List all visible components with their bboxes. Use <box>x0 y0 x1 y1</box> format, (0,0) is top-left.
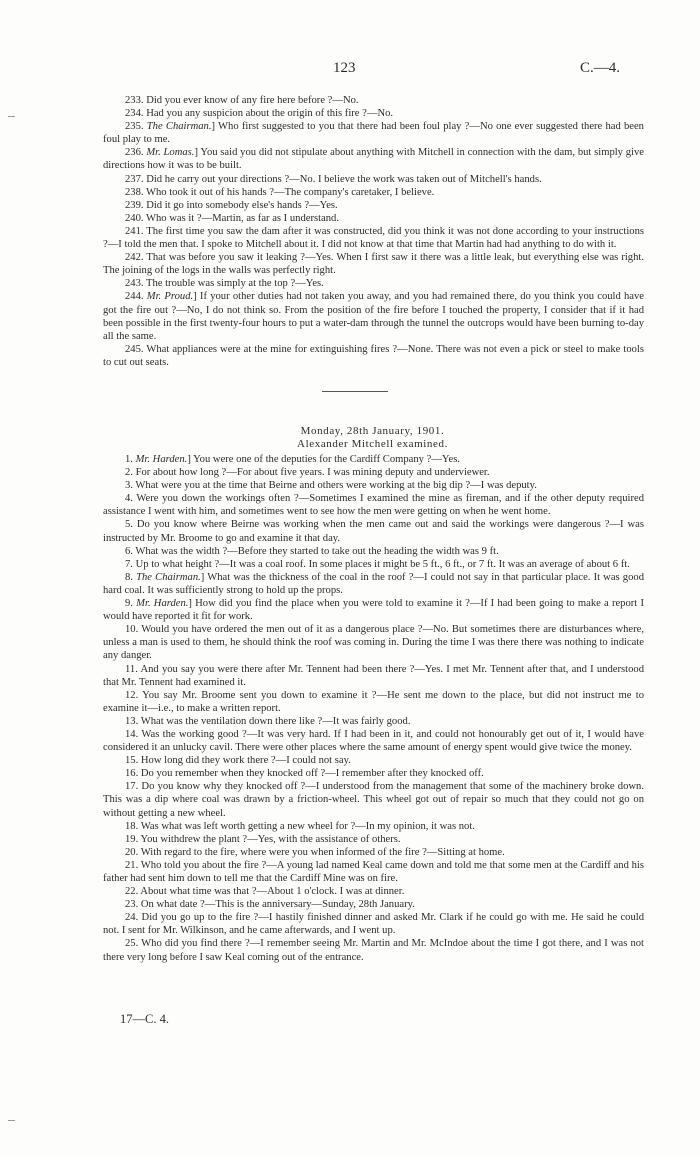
question-text: ] Who first suggested to you that there had been foul play ?—No one ever suggested there had been foul play to me. <box>103 121 644 146</box>
question-lead: 244. <box>125 291 144 303</box>
question-paragraph <box>103 623 644 662</box>
question-paragraph <box>103 251 644 277</box>
question-text: ] You were one of the deputies for the Cardiff Company ?—Yes. <box>187 454 460 465</box>
question-paragraph <box>103 343 644 369</box>
question-paragraph <box>103 911 644 937</box>
session-date: Monday, 28th January, 1901. <box>300 425 445 437</box>
question-text: ] How did you find the place when you were told to examine it ?—If I had been going to make a report I would have reported it fit for work. <box>103 598 644 623</box>
question-lead: 4. Were you down the workings often ?—Sometimes I examined the mine as fireman, and if the other deputy required assistance I went with him, and sometimes went to see how the men were getting on when he went home. <box>103 493 644 518</box>
question-lead: 245. What appliances were at the mine for extinguishing fires ?—None. There was not even a pick or steel to make tools to cut out seats. <box>103 343 644 368</box>
question-lead: 18. Was what was left worth getting a new wheel for ?—In my opinion, it was not. <box>125 820 475 832</box>
question-lead: 243. The trouble was simply at the top ?—Yes. <box>125 278 324 290</box>
speaker-name: Mr. Harden. <box>135 454 188 465</box>
question-lead: 19. You withdrew the plant ?—Yes, with the assistance of others. <box>125 833 401 845</box>
question-lead: 17. Do you know why they knocked off ?—I understood from the management that some of the machinery broke down. This was a dip where coal was drawn by a friction-wheel. This wheel got out of repair so much that they could not go on without getting a new wheel. <box>103 781 644 819</box>
question-lead: 7. Up to what height ?—It was a coal roof. In some places it might be 5 ft., 6 ft., or 7 ft. It was an average of about 6 ft. <box>125 558 630 570</box>
question-paragraph <box>103 833 644 846</box>
question-paragraph <box>103 846 644 859</box>
question-paragraph <box>103 663 644 689</box>
question-text: ] You said you did not stipulate about anything with Mitchell in connection with the dam, but simply give directions how it was to be built. <box>103 147 644 172</box>
question-lead: 25. Who did you find there ?—I remember seeing Mr. Martin and Mr. McIndoe about the time I got there, and I was not there very long before I saw Keal coming out of the entrance. <box>103 938 644 963</box>
section-divider <box>322 391 388 392</box>
question-text: ] If your other duties had not taken you away, and you had remained there, do you think you could have got the fire out ?—No, I do not think so. From the position of the fire before I touched the property, I consider that if it had been possible in the first twenty-four hours to put a water-dam through the tunnel the outcrops would have been burning to-day all the same. <box>103 291 645 342</box>
question-lead: 10. Would you have ordered the men out of it as a dangerous place ?—No. But sometimes there are disturbances where, unless a man is used to them, he should think the roof was coming in. During the time I was there there was nothing to indicate any danger. <box>103 624 644 662</box>
question-paragraph <box>103 518 644 544</box>
witness-heading: Alexander Mitchell examined. <box>297 438 448 450</box>
question-lead: 240. Who was it ?—Martin, as far as I understand. <box>125 212 339 224</box>
question-paragraph <box>103 479 644 492</box>
question-lead: 22. About what time was that ?—About 1 o'clock. I was at dinner. <box>125 886 405 898</box>
question-lead: 8. <box>125 571 133 583</box>
question-paragraph <box>103 898 644 911</box>
question-paragraph <box>103 728 644 754</box>
question-lead: 21. Who told you about the fire ?—A young lad named Keal came down and told me that some men at the Cardiff and his father had sent him down to tell me that the Cardiff Mine was on fire. <box>103 859 644 884</box>
question-lead: 13. What was the ventilation down there like ?—It was fairly good. <box>125 715 411 727</box>
question-paragraph <box>103 94 644 107</box>
question-text: ] What was the thickness of the coal in the roof ?—I could not say in that particular place. It was good hard coal. It was sufficiently strong to hold up the props. <box>103 571 644 596</box>
question-lead: 24. Did you go up to the fire ?—I hastily finished dinner and asked Mr. Clark if he could go with me. He said he could not. I sent for Mr. Wilkinson, and he came afterwards, and I went up. <box>103 912 644 937</box>
question-lead: 11. And you say you were there after Mr. Tennent had been there ?—Yes. I met Mr. Tennent after that, and I understood that Mr. Tennent had examined it. <box>103 663 644 688</box>
question-paragraph <box>103 199 644 212</box>
question-lead: 233. Did you ever know of any fire here before ?—No. <box>125 95 359 106</box>
margin-mark <box>8 1120 15 1121</box>
margin-mark <box>8 116 15 117</box>
question-lead: 241. The first time you saw the dam after it was constructed, did you think it was not done according to your instructions ?—I told the men that. I spoke to Mitchell about it. I did not know at that time that Martin had had anything to do with it. <box>103 225 644 251</box>
question-lead: 237. Did he carry out your directions ?—No. I believe the work was taken out of Mitchell's hands. <box>125 173 542 185</box>
question-paragraph <box>103 173 644 186</box>
question-lead: 1. <box>125 454 133 465</box>
page-header <box>0 60 700 78</box>
question-lead: 6. What was the width ?—Before they started to take out the heading the width was 9 ft. <box>125 545 499 557</box>
question-paragraph <box>103 107 644 120</box>
question-lead: 20. With regard to the fire, where were you when informed of the fire ?—Sitting at home. <box>125 846 505 858</box>
question-paragraph <box>103 545 644 558</box>
question-lead: 12. You say Mr. Broome sent you down to examine it ?—He sent me down to the place, but did not instruct me to examine it—i.e., to make a written report. <box>103 689 644 714</box>
question-paragraph <box>103 571 644 597</box>
speaker-name: Mr. Proud. <box>146 291 194 303</box>
question-paragraph <box>103 715 644 728</box>
question-lead: 14. Was the working good ?—It was very hard. If I had been in it, and could not honourably get out of it, I would have considered it an unlucky cavil. There were other places where the same amount of energy spent would give twice the money. <box>103 728 644 754</box>
question-lead: 23. On what date ?—This is the anniversary—Sunday, 28th January. <box>125 899 415 911</box>
document-code: C.—4. <box>580 60 621 76</box>
question-paragraph <box>103 937 644 963</box>
question-paragraph <box>103 277 644 290</box>
question-paragraph <box>103 754 644 767</box>
question-paragraph <box>103 492 644 518</box>
question-paragraph <box>103 290 644 342</box>
testimony-block-mitchell <box>103 453 644 964</box>
question-lead: 16. Do you remember when they knocked off ?—I remember after they knocked off. <box>125 768 484 780</box>
question-lead: 238. Who took it out of his hands ?—The company's caretaker, I believe. <box>125 186 435 198</box>
speaker-name: The Chairman. <box>146 121 212 133</box>
speaker-name: The Chairman. <box>136 571 201 583</box>
question-lead: 3. What were you at the time that Beirne and others were working at the big dip ?—I was deputy. <box>125 480 537 492</box>
speaker-name: Mr. Lomas. <box>146 147 195 159</box>
question-paragraph <box>103 767 644 780</box>
question-lead: 5. Do you know where Beirne was working when the men came out and said the workings were dangerous ?—I was instructed by Mr. Broome to go and examine it that day. <box>103 519 644 544</box>
question-paragraph <box>103 780 644 819</box>
question-lead: 235. <box>125 121 144 133</box>
question-paragraph <box>103 885 644 898</box>
signature-mark: 17—C. 4. <box>120 1012 169 1026</box>
question-lead: 242. That was before you saw it leaking ?—Yes. When I first saw it there was a little leak, but everything else was right. The joining of the logs in the walls was perfectly right. <box>103 252 644 277</box>
question-paragraph <box>103 466 644 479</box>
question-paragraph <box>103 597 644 623</box>
question-paragraph <box>103 120 644 146</box>
question-lead: 236. <box>125 147 144 159</box>
question-paragraph <box>103 225 644 251</box>
question-paragraph <box>103 212 644 225</box>
question-paragraph <box>103 859 644 885</box>
question-paragraph <box>103 820 644 833</box>
question-paragraph <box>103 689 644 715</box>
question-lead: 9. <box>125 598 133 610</box>
question-paragraph <box>103 146 644 172</box>
question-paragraph <box>103 453 644 466</box>
question-paragraph <box>103 186 644 199</box>
question-lead: 239. Did it go into somebody else's hands ?—Yes. <box>125 199 338 211</box>
page-number: 123 <box>333 60 356 76</box>
question-lead: 15. How long did they work there ?—I could not say. <box>125 755 351 767</box>
question-lead: 234. Had you any suspicion about the origin of this fire ?—No. <box>125 108 394 120</box>
question-lead: 2. For about how long ?—For about five years. I was mining deputy and underviewer. <box>125 467 490 479</box>
speaker-name: Mr. Harden. <box>136 598 189 610</box>
testimony-block-continued <box>103 94 644 369</box>
question-paragraph <box>103 558 644 571</box>
